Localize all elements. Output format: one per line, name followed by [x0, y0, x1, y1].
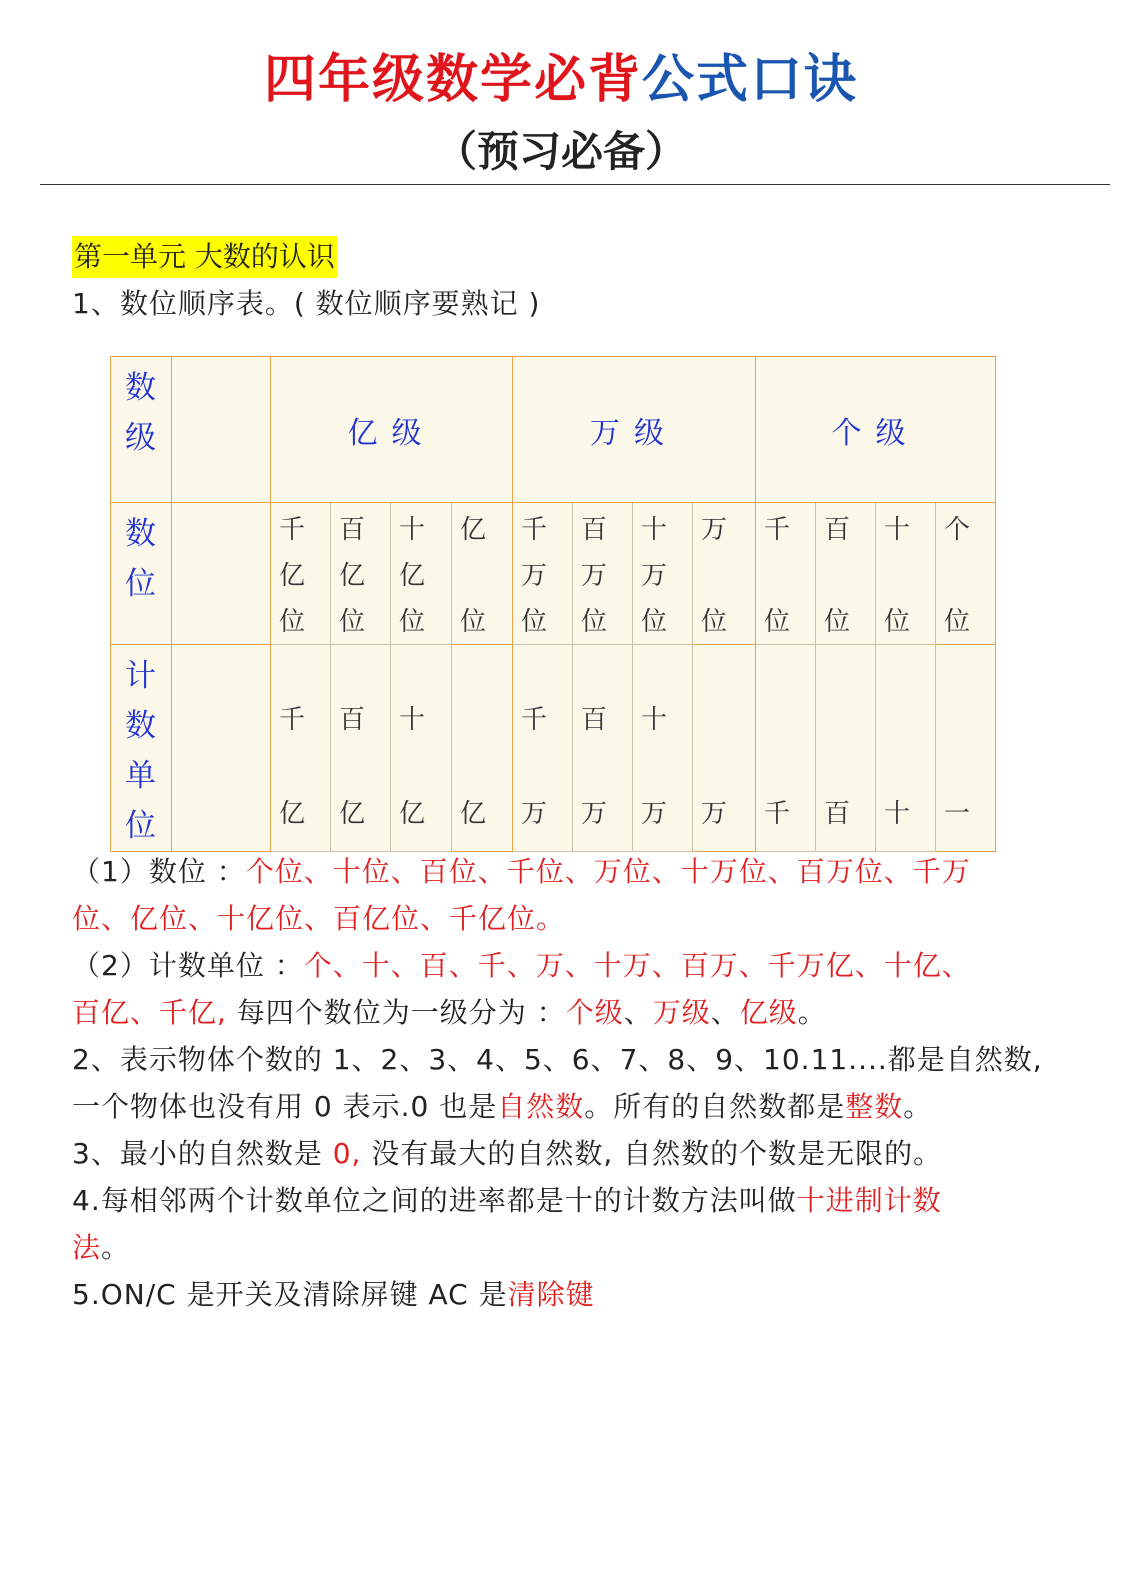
unit-char: 百 [824, 799, 851, 829]
place-cell [513, 503, 573, 645]
unit-char: 百 [339, 705, 366, 735]
unit-cell [391, 645, 452, 852]
group-wan: 万级 [513, 357, 756, 503]
place-char: 位 [884, 607, 911, 637]
row-header-char: 位 [125, 808, 156, 844]
row-places [111, 503, 996, 645]
place-cell [271, 503, 331, 645]
row-header-char: 级 [125, 420, 156, 456]
unit-char: 万 [521, 799, 548, 829]
place-char: 十 [884, 515, 911, 545]
place-cell [876, 503, 936, 645]
group-yi: 亿级 [271, 357, 513, 503]
place-char: 位 [399, 607, 426, 637]
p3-red1: 自然数 [497, 1090, 585, 1123]
p1-red-b: 位、亿位、十亿位、百亿位、千亿位。 [72, 902, 566, 935]
place-char: 千 [521, 515, 548, 545]
p2-red-e: 亿级 [739, 996, 798, 1029]
unit-cell [452, 645, 513, 852]
place-char: 位 [764, 607, 791, 637]
p2-sep2: 、 [710, 996, 740, 1029]
place-cell [756, 503, 816, 645]
place-char: 万 [521, 561, 548, 591]
unit-cell [816, 645, 876, 852]
p6-line [72, 1275, 595, 1315]
header-divider [40, 184, 1110, 185]
place-char: 亿 [279, 561, 306, 591]
page-title [0, 48, 1122, 112]
place-char: 千 [764, 515, 791, 545]
unit-cell [271, 645, 331, 852]
place-char: 位 [641, 607, 668, 637]
place-char: 十 [641, 515, 668, 545]
blank-cell [172, 357, 271, 503]
unit-char: 亿 [339, 799, 366, 829]
row-header-unit [111, 645, 172, 852]
p3-b2: 。所有的自然数都是 [584, 1090, 846, 1123]
place-char: 位 [339, 607, 366, 637]
unit-char: 万 [641, 799, 668, 829]
place-value-table [110, 356, 996, 852]
p3-red2: 整数 [845, 1090, 904, 1123]
p5-a: 4.每相邻两个计数单位之间的进率都是十的计数方法叫做 [72, 1184, 797, 1217]
row-header-char: 数 [125, 708, 156, 744]
title-red-part: 四年级数学必背 [263, 50, 642, 110]
row-header-char: 计 [125, 658, 156, 694]
place-cell [693, 503, 756, 645]
p6-a: 5.ON/C 是开关及清除屏键 AC 是 [72, 1278, 508, 1311]
row-header-char: 单 [125, 758, 156, 794]
unit-char: 千 [279, 705, 306, 735]
place-char: 亿 [339, 561, 366, 591]
place-char: 位 [581, 607, 608, 637]
p1-line1 [72, 852, 971, 892]
row-header-char: 数 [125, 370, 156, 406]
row-header-level [111, 357, 172, 503]
p5-red-b: 法 [72, 1231, 102, 1264]
place-char: 亿 [460, 515, 487, 545]
p2-line1 [72, 946, 971, 986]
blank-cell [172, 645, 271, 852]
place-cell [816, 503, 876, 645]
place-char: 亿 [399, 561, 426, 591]
title-blue-part: 公式口诀 [642, 50, 859, 110]
row-units [111, 645, 996, 852]
place-char: 万 [701, 515, 728, 545]
p6-red: 清除键 [507, 1278, 595, 1311]
p5-line1 [72, 1181, 942, 1221]
p2-red-c: 个级 [565, 996, 624, 1029]
p2-red-b: 百亿、千亿, [72, 996, 227, 1029]
row-header-char: 数 [125, 516, 156, 552]
unit-cell [331, 645, 391, 852]
place-char: 位 [824, 607, 851, 637]
section-1-intro: 1、数位顺序表。( 数位顺序要熟记 ) [72, 287, 541, 320]
place-char: 十 [399, 515, 426, 545]
unit-char: 百 [581, 705, 608, 735]
row-header-place [111, 503, 172, 645]
unit-char: 十 [399, 705, 426, 735]
place-cell [331, 503, 391, 645]
p3-b3: 。 [903, 1090, 933, 1123]
p1-line2 [72, 899, 565, 939]
p1-label: （1）数位 ： [72, 855, 246, 888]
place-char: 万 [641, 561, 668, 591]
p2-end: 。 [797, 996, 827, 1029]
p4-a: 3、最小的自然数是 [72, 1137, 333, 1170]
place-char: 百 [824, 515, 851, 545]
place-char: 千 [279, 515, 306, 545]
p2-mid: 每四个数位为一级分为 ： [226, 996, 566, 1029]
place-char: 位 [279, 607, 306, 637]
unit-char: 亿 [460, 799, 487, 829]
place-char: 百 [581, 515, 608, 545]
place-char: 位 [944, 607, 971, 637]
unit-char: 一 [944, 799, 971, 829]
p4-line [72, 1134, 942, 1174]
place-char: 个 [944, 515, 971, 545]
unit-heading: 第一单元 大数的认识 [72, 236, 337, 278]
unit-char: 十 [884, 799, 911, 829]
p3-line2 [72, 1087, 932, 1127]
unit-char: 万 [701, 799, 728, 829]
p5-red-a: 十进制计数 [796, 1184, 942, 1217]
place-char: 位 [701, 607, 728, 637]
unit-cell [633, 645, 693, 852]
unit-cell [693, 645, 756, 852]
unit-char: 千 [764, 799, 791, 829]
unit-cell [756, 645, 816, 852]
place-char: 万 [581, 561, 608, 591]
unit-char: 十 [641, 705, 668, 735]
row-header-char: 位 [125, 566, 156, 602]
unit-char: 千 [521, 705, 548, 735]
unit-char: 亿 [279, 799, 306, 829]
blank-cell [172, 503, 271, 645]
p3-b1: 一个物体也没有用 0 表示.0 也是 [72, 1090, 498, 1123]
p3-line1: 2、表示物体个数的 1、2、3、4、5、6、7、8、9、10.11....都是自然数, [72, 1043, 1043, 1076]
row-levels [111, 357, 996, 503]
unit-cell [936, 645, 996, 852]
place-cell [452, 503, 513, 645]
unit-cell [513, 645, 573, 852]
p2-red-d: 万级 [652, 996, 711, 1029]
place-cell [391, 503, 452, 645]
place-cell [573, 503, 633, 645]
p5-end: 。 [101, 1231, 131, 1264]
p2-line2 [72, 993, 827, 1033]
place-char: 百 [339, 515, 366, 545]
unit-char: 万 [581, 799, 608, 829]
place-char: 位 [460, 607, 487, 637]
unit-char: 亿 [399, 799, 426, 829]
p2-sep1: 、 [623, 996, 653, 1029]
place-cell [936, 503, 996, 645]
unit-cell [573, 645, 633, 852]
unit-cell [876, 645, 936, 852]
p2-label: （2）计数单位 ： [72, 949, 304, 982]
group-ge: 个级 [756, 357, 996, 503]
p2-red-a: 个、十、百、千、万、十万、百万、千万亿、十亿、 [303, 949, 971, 982]
p4-b: 没有最大的自然数, 自然数的个数是无限的。 [361, 1137, 943, 1170]
place-char: 位 [521, 607, 548, 637]
page-subtitle: （预习必备） [434, 127, 687, 176]
p5-line2 [72, 1228, 130, 1268]
p1-red-a: 个位、十位、百位、千位、万位、十万位、百万位、千万 [245, 855, 971, 888]
place-cell [633, 503, 693, 645]
p4-red: 0, [332, 1137, 362, 1170]
